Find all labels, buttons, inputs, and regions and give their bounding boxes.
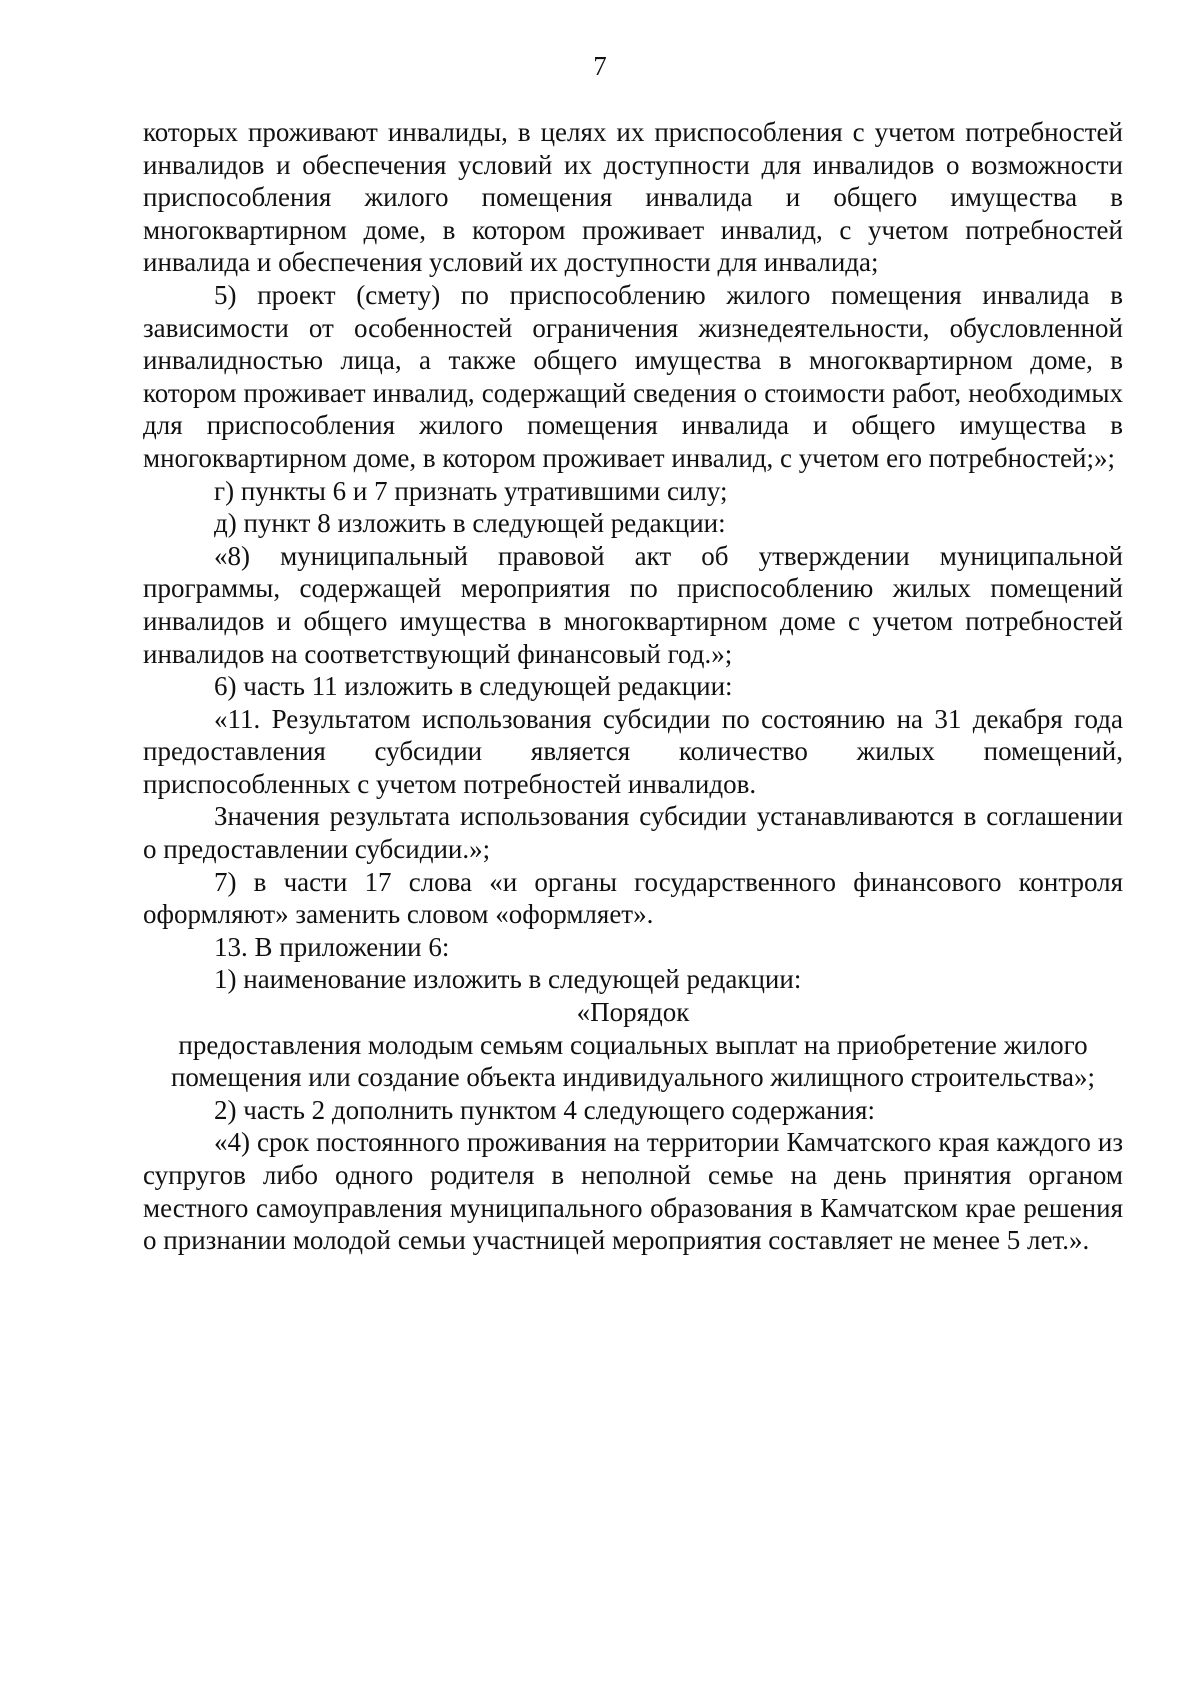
paragraph-item-7-part-17: 7) в части 17 слова «и органы государственного финансового контроля оформляют» заменить словом «оформляет». (143, 866, 1123, 930)
paragraph-item-g: г) пункты 6 и 7 признать утратившими силу; (214, 475, 728, 506)
heading-order-subtitle: предоставления молодым семьям социальных выплат на приобретение жилого помещения или создание объекта индивидуального жилищного строительства»; (170, 1029, 1096, 1093)
paragraph-item-2-part-2: 2) часть 2 дополнить пунктом 4 следующего содержания: (214, 1094, 875, 1125)
document-body (143, 116, 1123, 1257)
paragraph-item-1-name: 1) наименование изложить в следующей редакции: (214, 964, 802, 995)
page-number: 7 (593, 51, 607, 81)
paragraph-item-d: д) пункт 8 изложить в следующей редакции: (214, 508, 726, 539)
heading-order-title: «Порядок (576, 997, 690, 1028)
paragraph-continuation: которых проживают инвалиды, в целях их приспособления с учетом потребностей инвалидов и обеспечения условий их доступности для инвалидов о возможности приспособления жилого помещения инвалида и общего имущества в многоквартирном доме, в котором проживает инвалид, с учетом потребностей инвалида и обеспечения условий их доступности для инвалида; (143, 117, 1123, 278)
paragraph-item-8: «8) муниципальный правовой акт об утверждении муниципальной программы, содержащей мероприятия по приспособлению жилых помещений инвалидов и общего имущества в многоквартирном доме с учетом потребностей инвалидов на соответствующий финансовый год.»; (143, 540, 1123, 669)
paragraph-section-13: 13. В приложении 6: (214, 931, 450, 962)
paragraph-item-4: «4) срок постоянного проживания на территории Камчатского края каждого из супругов либо одного родителя в неполной семье на день принятия органом местного самоуправления муниципального образования в Камчатском крае решения о признании молодой семьи участницей мероприятия составляет не менее 5 лет.». (143, 1127, 1123, 1256)
paragraph-item-11: «11. Результатом использования субсидии по состоянию на 31 декабря года предоставления субсидии является количество жилых помещений, приспособленных с учетом потребностей инвалидов. (143, 703, 1123, 799)
paragraph-item-6-part-11: 6) часть 11 изложить в следующей редакции: (214, 671, 733, 702)
paragraph-result-values: Значения результата использования субсидии устанавливаются в соглашении о предоставлении субсидии.»; (143, 801, 1123, 865)
paragraph-item-5: 5) проект (смету) по приспособлению жилого помещения инвалида в зависимости от особенностей ограничения жизнедеятельности, обусловленной инвалидностью лица, а также общего имущества в многоквартирном доме, в котором проживает инвалид, содержащий сведения о стоимости работ, необходимых для приспособления жилого помещения инвалида и общего имущества в многоквартирном доме, в котором проживает инвалид, с учетом его потребностей;»; (143, 279, 1123, 473)
